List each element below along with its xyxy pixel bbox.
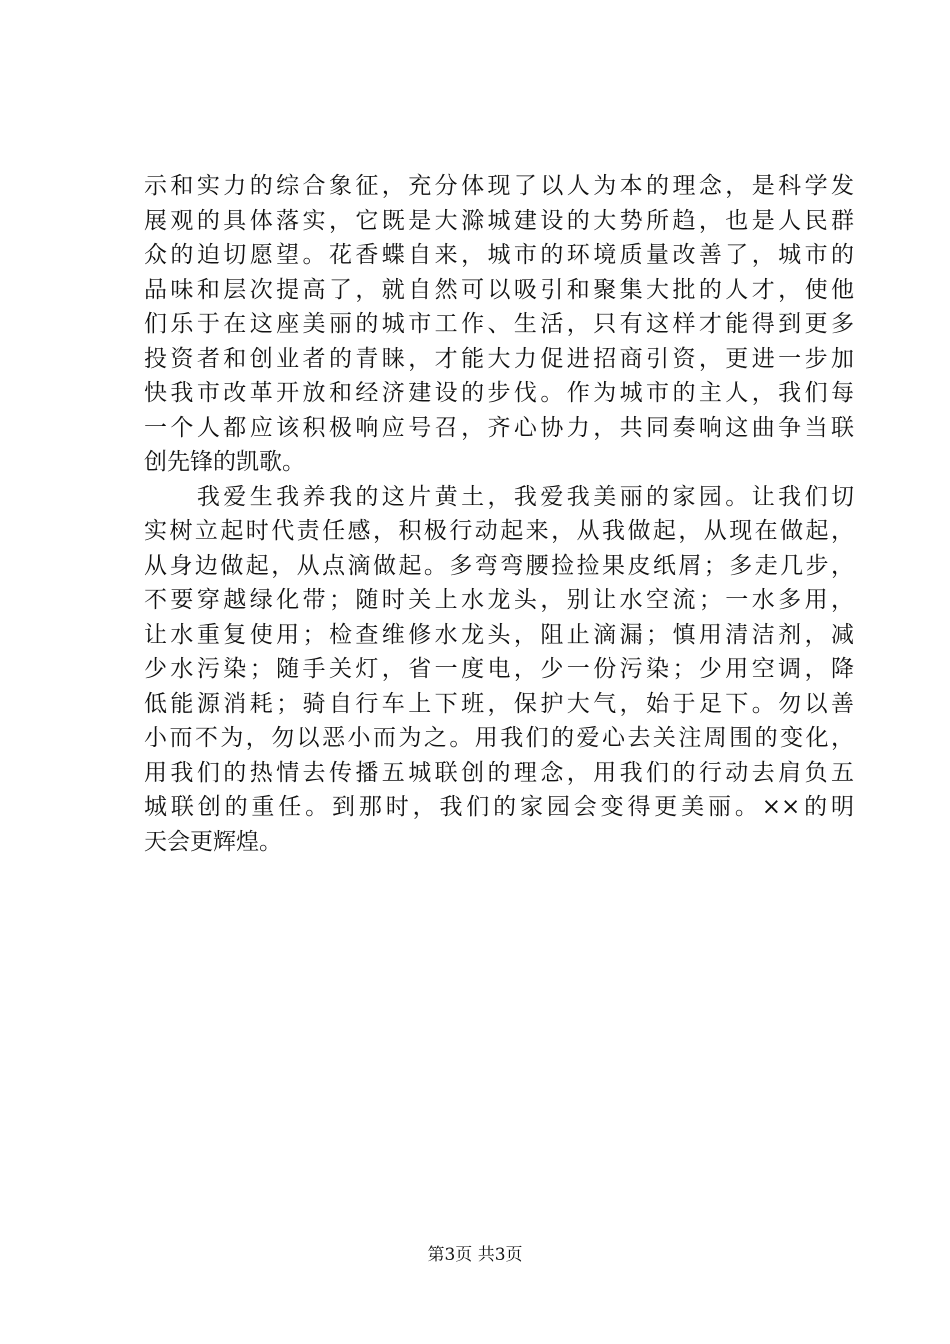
text-line: 低能源消耗；骑自行车上下班，保护大气，始于足下。勿以善 (144, 690, 854, 717)
text-line: 小而不为，勿以恶小而为之。用我们的爱心去关注周围的变化， (144, 725, 854, 751)
text-line: 实树立起时代责任感，积极行动起来，从我做起，从现在做起， (144, 518, 854, 544)
text-line: 创先锋的凯歌。 (144, 449, 305, 475)
text-line: 不要穿越绿化带；随时关上水龙头，别让水空流；一水多用， (144, 587, 854, 613)
text-line: 从身边做起，从点滴做起。多弯弯腰捡捡果皮纸屑；多走几步， (144, 552, 854, 579)
text-line: 一个人都应该积极响应号召，齐心协力，共同奏响这曲争当联 (144, 414, 854, 441)
paragraph-1 (144, 169, 854, 480)
text-line: 城联创的重任。到那时，我们的家园会变得更美丽。××的明 (144, 794, 854, 820)
text-line: 示和实力的综合象征，充分体现了以人为本的理念，是科学发 (144, 173, 854, 199)
page-number-footer: 第3页 共3页 (427, 1245, 523, 1265)
text-line: 用我们的热情去传播五城联创的理念，用我们的行动去肩负五 (144, 759, 854, 786)
text-line: 众的迫切愿望。花香蝶自来，城市的环境质量改善了，城市的 (144, 242, 854, 268)
document-body (144, 169, 854, 859)
text-line: 少水污染；随手关灯，省一度电，少一份污染；少用空调，降 (144, 656, 854, 682)
text-line: 天会更辉煌。 (144, 828, 282, 855)
text-line: 们乐于在这座美丽的城市工作、生活，只有这样才能得到更多 (144, 311, 854, 337)
paragraph-2 (144, 480, 854, 860)
text-line: 让水重复使用；检查维修水龙头，阻止滴漏；慎用清洁剂，减 (144, 621, 854, 648)
text-line: 展观的具体落实，它既是大滁城建设的大势所趋，也是人民群 (144, 207, 854, 234)
text-line: 品味和层次提高了，就自然可以吸引和聚集大批的人才，使他 (144, 276, 854, 303)
text-line: 投资者和创业者的青睐，才能大力促进招商引资，更进一步加 (144, 345, 854, 372)
text-line: 快我市改革开放和经济建设的步伐。作为城市的主人，我们每 (144, 380, 854, 406)
text-line: 我爱生我养我的这片黄土，我爱我美丽的家园。让我们切 (144, 483, 854, 510)
